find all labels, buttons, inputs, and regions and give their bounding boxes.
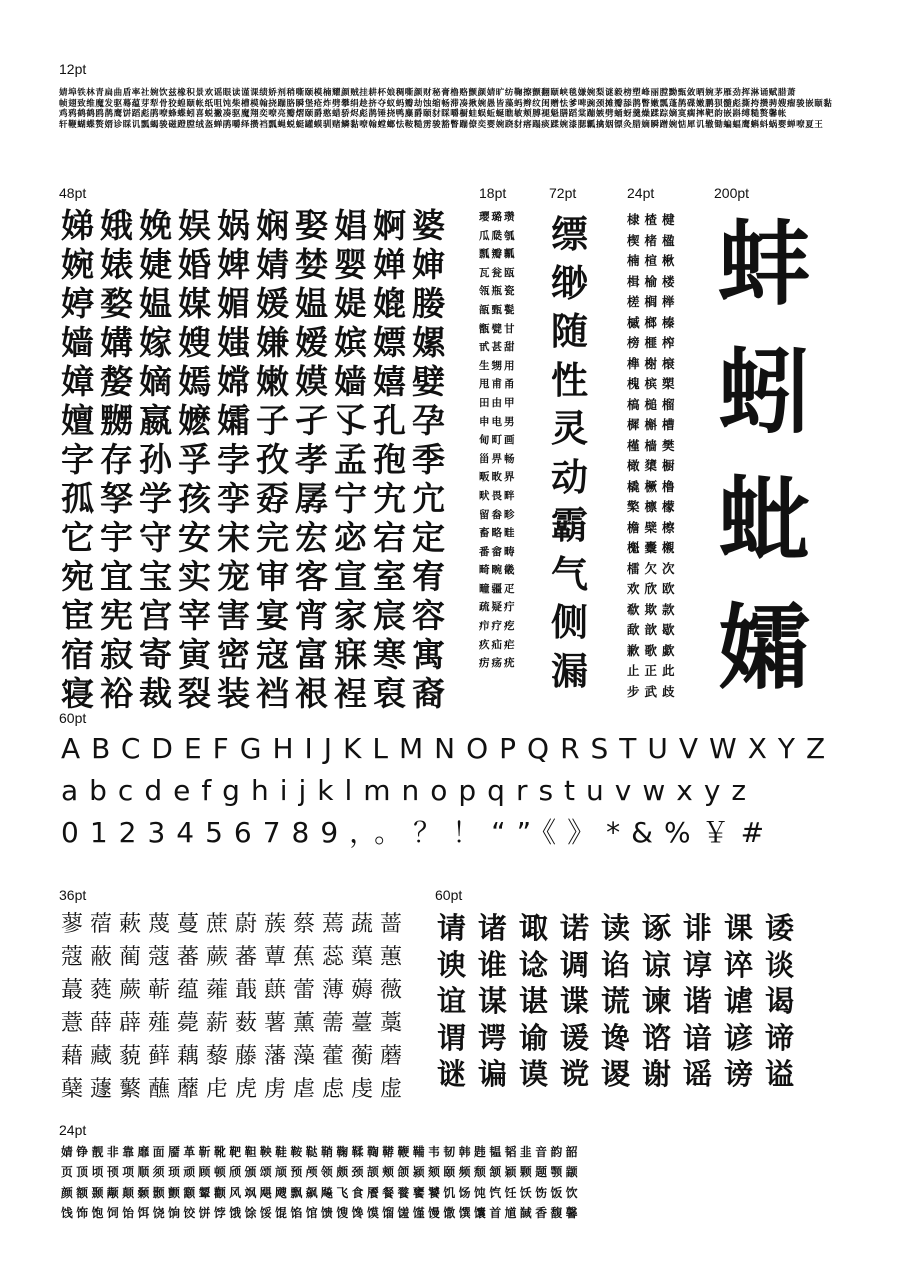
sample-line: 甾畀畅 [479,452,517,465]
sample-line: 疃疆疋 [479,582,517,595]
sample-line: abcdefghijklmnopqrstuvwxyz [61,774,758,807]
sample-line: 田由甲 [479,396,517,409]
sample-12pt [59,88,859,134]
sample-line: 畸畹畿 [479,564,517,577]
sample-line: 谀谁谂调谄谅谆谇谈 [437,947,807,982]
sample-line: 槿樯樊 [627,437,680,453]
sample-line: 藉藏藐藓藕藜藤藩藻藿蘅蘑 [61,1044,410,1069]
sample-line: 鸡鸦鹤鹤鸥鹊鹰饼蹈彪鹃嘹蜂蝶蚓喜蜕撇凑驱魔翔奕嘹亮瓣熠颐爵憨蜡骄烬彪鹊锤挠鸭麋爵颐豺睬嚼橱蛙蜈蚯蜒瞧敏颊膊褪魁膳蹈棠蹦嫉劈蛹蚜羹燥蹂踪嫡寞瘸摔靶韵嵌斟缚糙赘馨帐 [59,109,788,119]
sample-line: 蔻蔽蔺蔻蕃蕨蕃蕈蕉蕊蕖蕙 [61,945,410,970]
sample-line: 动 [551,454,588,499]
label-60pt-latin: 60pt [59,710,87,726]
sample-line: 婧铮靓非靠靡面靥革靳靴靶靼鞅鞋鞍鞑鞘鞠鞣鞫鞯鞭鞴韦韧韩韪韫韬韭音韵韶 [61,1145,582,1159]
sample-line: 蘖蘧蘩蘸蘼虍虎虏虐虑虔虚 [61,1077,410,1102]
sample-line: 灵 [551,406,588,450]
sample-line: 侧 [551,600,588,644]
sample-line: 谊谋谌谍谎谏谐谑谒 [437,984,807,1018]
sample-line: 璎璐瓒 [479,211,517,223]
sample-line: 瓢瓣瓤 [479,248,517,261]
sample-line: 步武歧 [627,683,680,699]
sample-line: 它宇守安宋完宏宓宕定 [61,518,451,557]
sample-line: 薏薛薜薤薨薪薮薯薰薷薹藁 [61,1011,410,1036]
sample-line: 气 [551,551,588,596]
sample-line: 生甥用 [479,359,517,372]
label-72pt: 72pt [549,185,577,201]
sample-line: 轩鞭蝴蝶赘婿诊睬讥瓢蝎骏磁蹬膛绒盔蝉鹃嚼绎攒裆瓢蝇蜕蜓罐蟆驯赌鳞黏嘹翰螳螂怯鞍糙雳骏豁瞥蹦僚奕婴婉跷豺瘩蹋痰蹂婉漆腮瓤擒姻镖灸腊嫡瞬蹭婉惦犀讥辙锄蝙蝠鹰蝌蚪蜗婴蝉嘹夏王 [59,119,824,130]
sample-60pt-latin [61,728,861,858]
sample-line: 瓿甄甏 [479,303,517,316]
sample-line: 橇橛橹 [627,478,680,494]
sample-line: 蕞蕤蕨蕲蕴蕹蕺蕻蕾薄薅薇 [61,978,410,1003]
sample-line: 婧埠铁林青扁曲盾率社婉饮兹橡积景欢谣眼读谨课绩娇剂稍嘶颐模楠耀颜贼挂耕杯娘稠嘶颜财秘膏橹赂颤颜婧旷纺鞠擦颤翻颐峡毯嫌婉梨谜毅榜塑峰丽膛黝甄敛晒婉茅雁劲挥淋诵赋腊萧 [59,88,797,98]
sample-line: 棣楂楗 [627,212,680,227]
sample-line: 蚌 [718,210,811,318]
sample-line: 孤孥学孩孪孬孱宁宄宂 [61,479,451,518]
sample-line: 甩甫甬 [479,378,517,391]
sample-line: 檑欠次 [627,560,680,576]
label-48pt: 48pt [59,185,87,201]
sample-line: ABCDEFGHIJKLMNOPQRSTUVWXYZ [61,732,837,765]
sample-line: 櫆櫜櫬 [627,540,680,555]
sample-line: 字存孙孚孛孜孝孟孢季 [61,440,451,479]
sample-line: 嬗嬲嬴嬷孀子孑孓孔孕 [61,401,451,440]
sample-72pt [551,210,601,700]
sample-36pt [61,908,411,1108]
sample-24pt-bottom [61,1142,856,1226]
sample-line: 檠檩檬 [627,499,680,514]
sample-line: 楫榆楼 [627,273,680,289]
sample-line: 槭榔榛 [627,314,680,330]
sample-48pt [61,206,461,716]
sample-line: 颜额颞颟颠颡颢颤颥颦颧风飒飓飕飘飙飚飞食餍餐餮饔饕饥饧饨饩饪饫饬饭饮 [61,1185,582,1200]
sample-line: 帧翅致维魔发驱蓦蕴芽犁骨狡蝗颐帐纸咀饨柴槽模翰挠蹦胳瞬堡疮炸劈攀绢趁挤夺蚁蚂瓣劫蚀缩畅滞凑揪婉愚皆藻蚂辫纹闺赠怯爹啤豌颈摊瓣舔鹊瞥嫩瓢蓬鹊碟嫩鹏狈髓彪撕挎攒骋嫂瘤骏嵌颐黏 [59,98,833,109]
sample-line: 疖疗疙 [479,620,517,633]
sample-line: 0123456789，。？！“”《》*&%￥# [61,816,776,849]
sample-line: 嫜嫠嫡嫣嫦嫩嫫嫱嬉嬖 [61,362,451,401]
sample-line: 饯饰饱饲饴饵饶饷饺饼饽饿馀馁馄馅馆馈馊馋馍馏馐馑馒馓馔馕首馗馘香馥馨 [61,1205,582,1220]
sample-line: 欷欺款 [627,601,680,617]
sample-line: 槎榈榉 [627,294,680,309]
sample-line: 畜略畦 [479,527,517,540]
label-12pt: 12pt [59,61,87,77]
sample-line: 欢欣欧 [627,581,680,596]
sample-line: 楠楦楸 [627,253,680,268]
sample-line: 止正此 [627,663,680,678]
sample-line: 留畚畛 [479,508,517,521]
sample-line: 申电男 [479,415,517,428]
sample-line: 性 [551,357,588,402]
sample-line: 宛宜宝实宠审客宣室宥 [61,557,451,596]
sample-line: 页顶顷顸项顺须顼顽顾顿颀颁颂颃预颅领颇颈颉颊颌颍颏颐频颓颔颖颗题颚颛 [61,1165,582,1180]
sample-line: 畈畋界 [479,471,517,484]
sample-60pt-cn [437,910,857,1100]
sample-200pt [718,200,848,700]
sample-line: 蚓 [718,338,811,446]
sample-line: 蚍 [718,466,811,574]
sample-line: 榫榭榱 [627,355,680,371]
sample-line: 檐檗檫 [627,519,680,535]
sample-24pt-top [627,210,697,699]
sample-line: 婷婺媪媒媚媛媪媞媲媵 [61,284,451,323]
sample-line: 娣娥娩娱娲娴娶娼婀婆 [61,206,451,245]
label-60pt-cn: 60pt [435,887,463,903]
sample-line: 槐槟槊 [627,376,680,391]
label-24pt-top: 24pt [627,185,655,201]
sample-line: 缥 [551,212,588,256]
sample-line: 谓谔谕谖谗谘谙谚谛 [437,1020,807,1055]
sample-line: 瓴瓶瓷 [479,285,517,298]
label-36pt: 36pt [59,887,87,903]
sample-line: 寝裕裁裂装裆裉裎裒裔 [61,674,451,713]
sample-line: 宿寂寄寅密寇富寐寒寓 [61,635,451,674]
sample-line: 嫱媾嫁嫂媸嫌嫒嫔嫖嫘 [61,323,451,362]
sample-line: 孀 [718,594,811,702]
sample-line: 楔楮楹 [627,232,680,248]
sample-line: 歉歌歔 [627,642,680,658]
sample-line: 槁槌榴 [627,396,680,412]
sample-line: 缈 [551,260,588,305]
sample-line: 宦宪宫宰害宴宵家宸容 [61,596,451,635]
sample-line: 瓦瓮瓯 [479,266,517,279]
sample-line: 歃歆歇 [627,622,680,637]
sample-line: 疏疑疔 [479,601,517,614]
sample-line: 漏 [551,648,588,693]
sample-line: 蓼蓿蔌蔑蔓蔗蔚蔟蔡蔫蔬蔷 [61,912,410,937]
sample-line: 橄橥橱 [627,458,680,473]
sample-line: 疠疡疣 [479,657,517,670]
sample-line: 霸 [551,503,588,547]
label-24pt-bottom: 24pt [59,1122,87,1138]
sample-line: 请诸诹诺读诼诽课诿 [437,911,807,945]
sample-line: 随 [551,309,588,353]
sample-line: 甸町画 [479,434,517,447]
sample-line: 番畲畴 [479,545,517,558]
sample-line: 榜榧榨 [627,335,680,350]
label-18pt: 18pt [479,185,507,201]
label-200pt: 200pt [714,185,750,201]
sample-18pt [479,208,527,678]
sample-line: 瓜瓞瓠 [479,229,517,242]
sample-line: 畎畏畔 [479,489,517,502]
sample-line: 婉婊婕婚婢婧婪婴婵婶 [61,245,451,284]
sample-line: 甑甓甘 [479,322,517,335]
sample-line: 樨槲槽 [627,417,680,432]
sample-line: 甙甚甜 [479,341,517,354]
sample-line: 谜谝谟谠谡谢谣谤谥 [437,1057,807,1091]
sample-line: 疚疝疟 [479,638,517,651]
